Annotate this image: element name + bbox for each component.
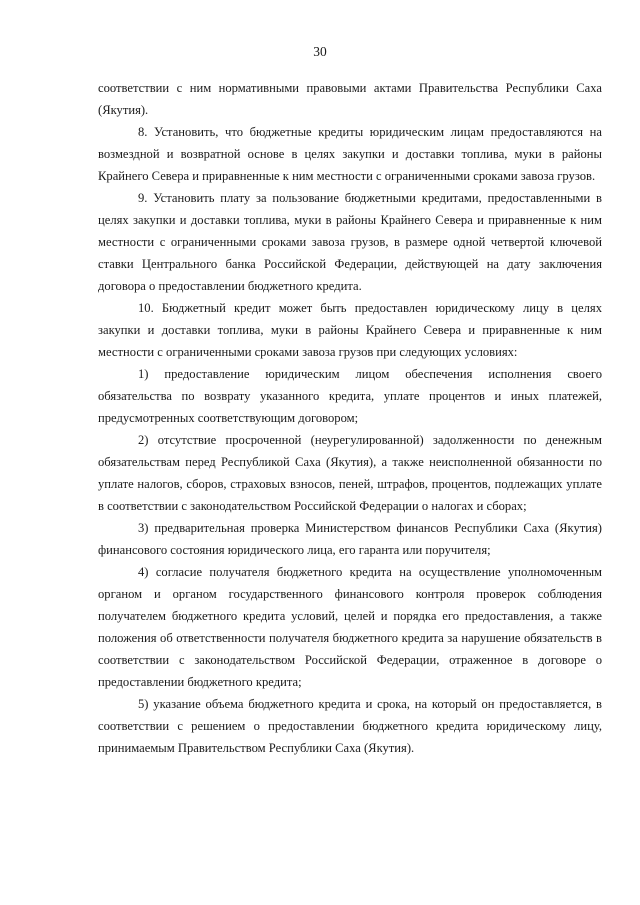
document-body — [98, 77, 602, 759]
paragraph-item-8: 8. Установить, что бюджетные кредиты юридическим лицам предоставляются на возмездной и возвратной основе в целях закупки и доставки топлива, муки в районы Крайнего Севера и приравненные к ним местности с ограниченными сроками завоза грузов. — [98, 125, 602, 183]
condition-3: 3) предварительная проверка Министерством финансов Республики Саха (Якутия) финансового состояния юридического лица, его гаранта или поручителя; — [98, 521, 602, 557]
condition-1: 1) предоставление юридическим лицом обеспечения исполнения своего обязательства по возврату указанного кредита, уплате процентов и иных платежей, предусмотренных соответствующим договором; — [98, 367, 602, 425]
condition-5: 5) указание объема бюджетного кредита и срока, на который он предоставляется, в соответствии с решением о предоставлении бюджетного кредита юридическому лицу, принимаемым Правительством Республики Саха (Якутия). — [98, 697, 602, 755]
paragraph-item-9: 9. Установить плату за пользование бюджетными кредитами, предоставленными в целях закупки и доставки топлива, муки в районы Крайнего Севера и приравненные к ним местности с ограниченными сроками завоза грузов, в размере одной четвертой ключевой ставки Центрального банка Российской Федерации, действующей на дату заключения договора о предоставлении бюджетного кредита. — [98, 191, 602, 293]
page-number: 30 — [313, 44, 327, 59]
paragraph-item-10: 10. Бюджетный кредит может быть предоставлен юридическому лицу в целях закупки и доставки топлива, муки в районы Крайнего Севера и приравненные к ним местности с ограниченными сроками завоза грузов при следующих условиях: — [98, 301, 602, 359]
paragraph-continuation: соответствии с ним нормативными правовыми актами Правительства Республики Саха (Якутия). — [98, 81, 602, 117]
condition-2: 2) отсутствие просроченной (неурегулированной) задолженности по денежным обязательствам перед Республикой Саха (Якутия), а также неисполненной обязанности по уплате налогов, сборов, страховых взносов, пеней, штрафов, процентов, подлежащих уплате в соответствии с законодательством Российской Федерации о налогах и сборах; — [98, 433, 602, 513]
condition-4: 4) согласие получателя бюджетного кредита на осуществление уполномоченным органом и органом государственного финансового контроля проверок соблюдения получателем бюджетного кредита условий, целей и порядка его предоставления, а также положения об ответственности получателя бюджетного кредита за нарушение обязательств в соответствии с законодательством Российской Федерации, отраженное в договоре о предоставлении бюджетного кредита; — [98, 565, 602, 689]
